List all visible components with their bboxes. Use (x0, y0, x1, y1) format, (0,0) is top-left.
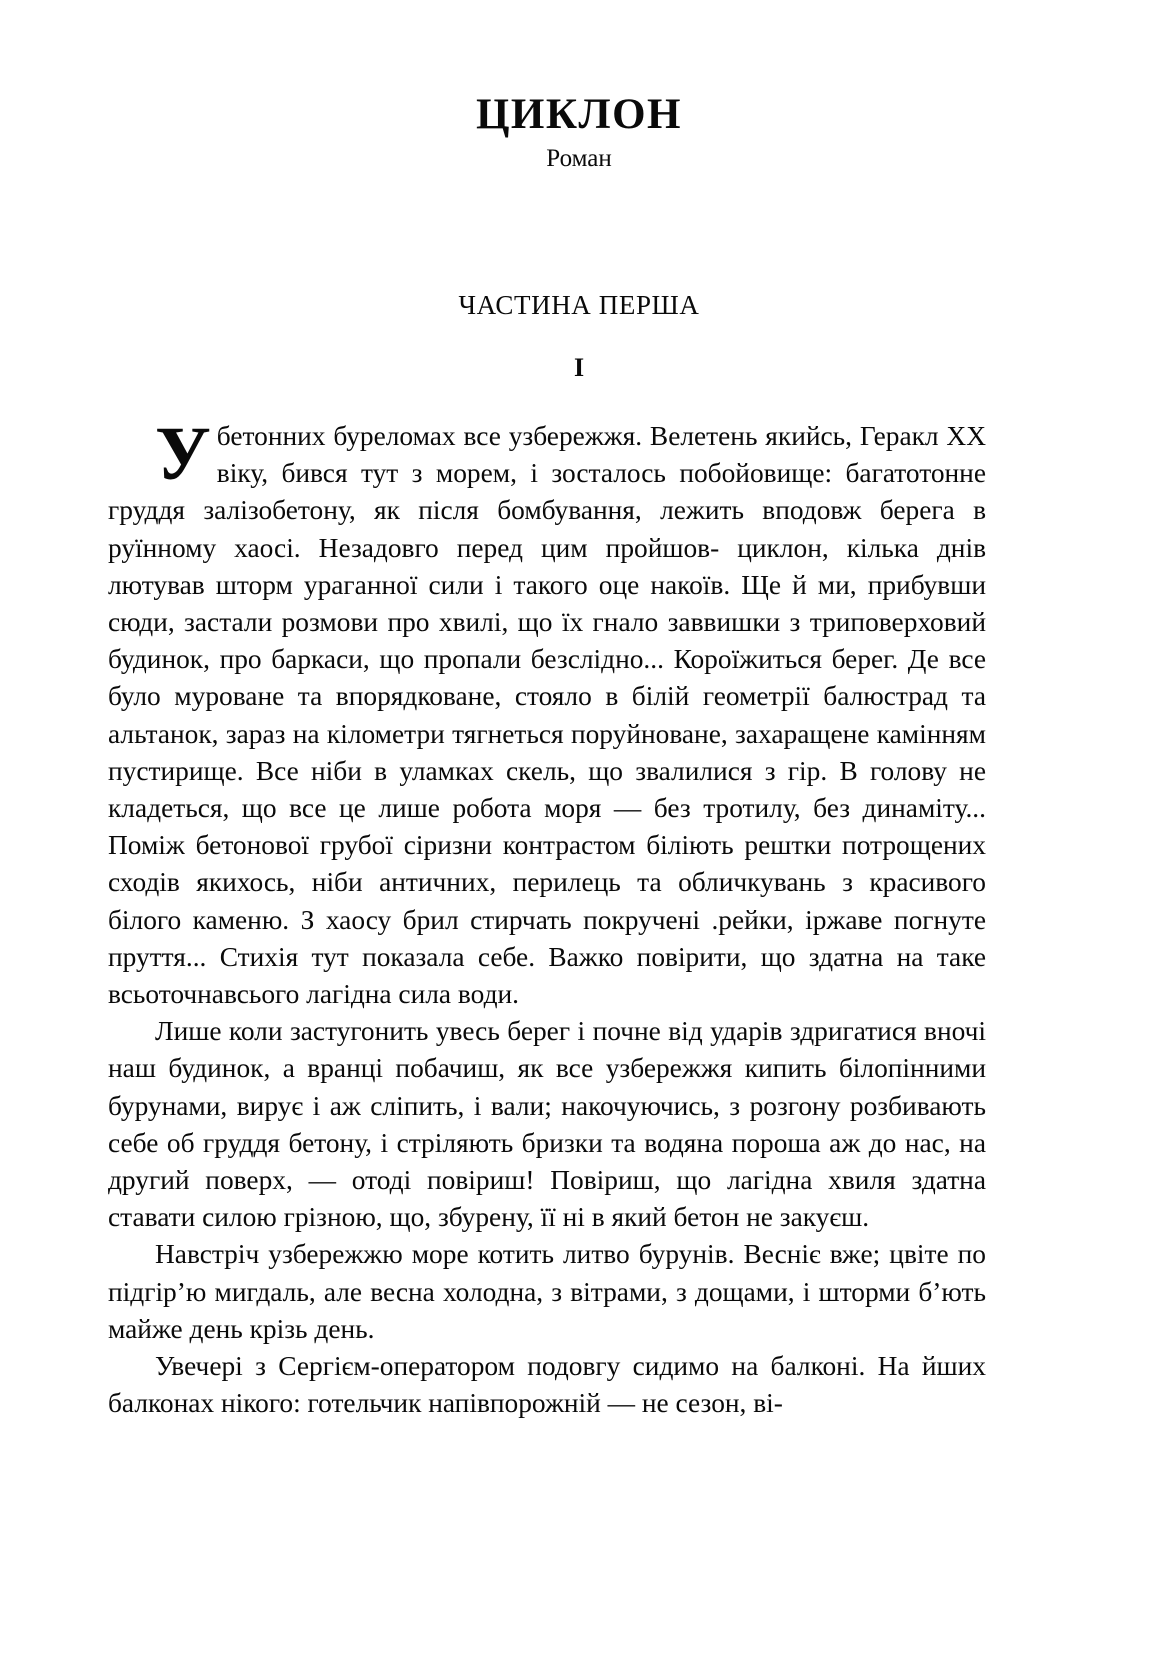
paragraph-3-text: Навстріч узбережжю море котить литво бурунів. Весніє вже; цвіте по підгір’ю мигдаль, але весна холодна, з вітрами, з дощами, і шторми б’ють майже день крізь день. (108, 1239, 986, 1344)
paragraph-3 (108, 1236, 986, 1348)
paragraph-1 (108, 412, 986, 1013)
part-title: ЧАСТИНА ПЕРША (458, 290, 700, 320)
paragraph-1-text: бетонних буреломах все узбережжя. Велетень якийсь, Геракл ХХ віку, бився тут з морем, і зосталось побойовище: багатотонне груддя залізобетону, як після бомбування, лежить вподовж берега в руїнному хаосі. Незадовго перед цим пройшов- циклон, кілька днів лютував шторм ураганної сили і такого оце накоїв. Ще й ми, прибувши сюди, застали розмови про хвилі, що їх гнало заввишки з триповерховий будинок, про баркаси, що пропали безслідно... Короїжиться берег. Де все було муроване та впорядковане, стояло в білій геометрії балюстрад та альтанок, зараз на кілометри тягнеться поруйноване, захаращене камінням пустирище. Все ніби в уламках скель, що звалилися з гір. В голову не кладеться, що все це лише робота моря — без тротилу, без динаміту... Поміж бетонової грубої сіризни контрастом біліють рештки потрощених сходів якихось, ніби античних, перилець та обличкувань з красивого білого каменю. З хаосу брил стирчать покручені .рейки, іржаве погнуте пруття... Стихія тут показала себе. Важко повірити, що здатна на таке всьоточнавсього лагідна сила води. (108, 421, 986, 1010)
title-block (0, 92, 1158, 173)
book-title: ЦИКЛОН (475, 91, 682, 138)
body-text (108, 412, 986, 1422)
paragraph-2-text: Лише коли застугонить увесь берег і почне від ударів здригатися вночі наш будинок, а вранці побачиш, як все узбережжя кипить білопінними бурунами, вирує і аж сліпить, і вали; накочуючись, з розгону розбивають себе об груддя бетону, і стріляють бризки та водяна пороша аж до нас, на другий поверх, — отоді повіриш! Повіриш, що лагідна хвиля здатна ставати силою грізною, що, збурену, її ні в який бетон не закуєш. (108, 1016, 986, 1233)
book-subtitle: Роман (546, 145, 612, 173)
paragraph-4-text: Увечері з Сергієм-оператором подовгу сидимо на балконі. На йших балконах нікого: готельчик напівпорожній — не сезон, ві- (108, 1351, 986, 1419)
paragraph-2 (108, 1013, 986, 1236)
drop-cap: У (155, 412, 211, 496)
paragraph-4 (108, 1348, 986, 1422)
chapter-number: I (573, 353, 585, 382)
